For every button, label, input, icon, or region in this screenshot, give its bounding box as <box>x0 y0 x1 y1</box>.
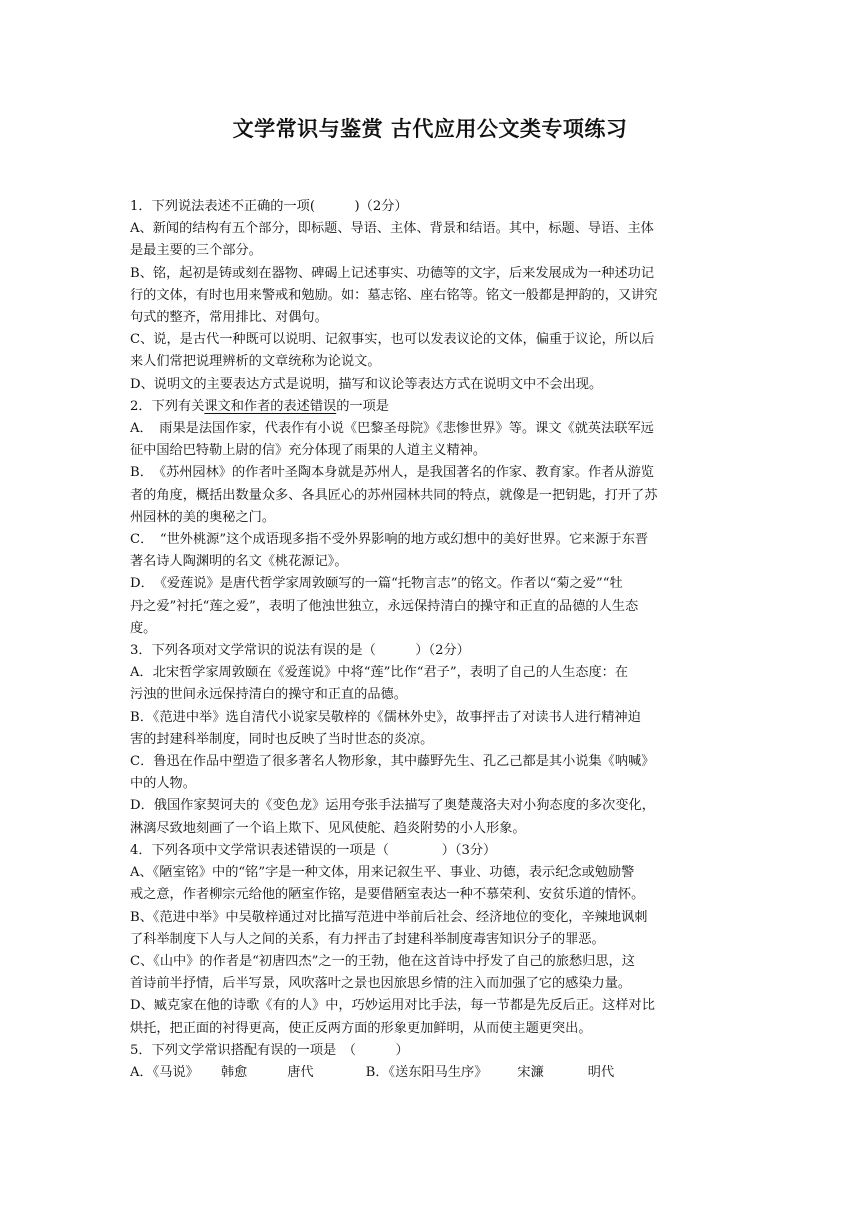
q4-option-d-line1: D、臧克家在他的诗歌《有的人》中，巧妙运用对比手法，每一节都是先反后正。这样对比 <box>130 998 655 1014</box>
q2-option-c-line2: 著名诗人陶渊明的名文《桃花源记》。 <box>130 554 348 570</box>
q2-option-c-line1: C． “世外桃源”这个成语现多指不受外界影响的地方或幻想中的美好世界。它来源于东晋 <box>130 532 649 548</box>
q4-stem: 4．下列各项中文学常识表述错误的一项是（ ）（3分） <box>130 842 497 858</box>
q2-option-b-line1: B． 《苏州园林》的作者叶圣陶本身就是苏州人，是我国著名的作家、教育家。作者从游览 <box>130 465 654 481</box>
q5-option-a-author: 韩愈 <box>220 1064 248 1080</box>
q3-option-a-line2: 污浊的世间永远保持清白的操守和正直的品德。 <box>130 687 407 703</box>
q2-option-a-line1: A． 雨果是法国作家，代表作有小说《巴黎圣母院》《悲惨世界》等。课文《就英法联军远 <box>130 421 654 437</box>
q2-stem <box>130 396 732 418</box>
q1-option-a-line2: 是最主要的三个部分。 <box>130 243 262 259</box>
q5-option-a-title: A．《马说》 <box>130 1064 199 1080</box>
q2-option-d-line2: 丹之爱”衬托“莲之爱”，表明了他浊世独立，永远保持清白的操守和正直的品德的人生态 <box>130 598 639 614</box>
document-body <box>130 196 732 1084</box>
q3-option-b-line1: B．《范进中举》选自清代小说家吴敬梓的《儒林外史》，故事抨击了对读书人进行精神迫 <box>130 709 641 725</box>
q2-stem-underlined: 课文和作者的表述错误 <box>204 398 337 414</box>
q1-option-b-line2: 行的文体，有时也用来警戒和勉励。如：墓志铭、座右铭等。铭文一般都是押韵的，又讲究 <box>130 287 658 303</box>
q5-option-b-title: B．《送东阳马生序》 <box>365 1064 488 1080</box>
q2-option-d-line1: D． 《爱莲说》是唐代哲学家周敦颐写的一篇“托物言志”的铭文。作者以“菊之爱”“牡 <box>130 576 623 592</box>
q1-option-b-line3: 句式的整齐，常用排比、对偶句。 <box>130 310 328 326</box>
q2-option-a-line2: 征中国给巴特勒上尉的信》充分体现了雨果的人道主义精神。 <box>130 443 487 459</box>
q3-stem: 3．下列各项对文学常识的说法有误的是（ ）（2分） <box>130 643 470 659</box>
q4-option-c-line1: C、《山中》的作者是“初唐四杰”之一的王勃，他在这首诗中抒发了自己的旅愁归思，这 <box>130 953 635 969</box>
q2-option-b-line3: 州园林的美的奥秘之门。 <box>130 509 276 525</box>
q2-stem-suffix: 的一项是 <box>336 398 389 414</box>
q2-stem-prefix: 2．下列有关 <box>130 398 205 414</box>
q3-option-b-line2: 害的封建科举制度，同时也反映了当时世态的炎凉。 <box>130 731 434 747</box>
q5-options-line1 <box>130 1062 732 1084</box>
q1-option-b-line1: B、铭，起初是铸或刻在器物、碑碣上记述事实、功德等的文字，后来发展成为一种述功记 <box>130 265 654 281</box>
q3-option-d-line1: D．俄国作家契诃夫的《变色龙》运用夸张手法描写了奥楚蔑洛夫对小狗态度的多次变化， <box>130 798 655 814</box>
q3-option-c-line2: 中的人物。 <box>130 776 196 792</box>
q4-option-b-line2: 了科举制度下人与人之间的关系，有力抨击了封建科举制度毒害知识分子的罪恶。 <box>130 931 605 947</box>
q3-option-d-line2: 淋漓尽致地刻画了一个谄上欺下、见风使舵、趋炎附势的小人形象。 <box>130 820 526 836</box>
q3-option-a-line1: A．北宋哲学家周敦颐在《爱莲说》中将“莲”比作“君子”，表明了自己的人生态度：在 <box>130 665 629 681</box>
q3-option-c-line1: C．鲁迅在作品中塑造了很多著名人物形象，其中藤野先生、孔乙己都是其小说集《呐喊》 <box>130 754 655 770</box>
q2-option-b-line2: 者的角度，概括出数量众多、各具匠心的苏州园林共同的特点，就像是一把钥匙，打开了苏 <box>130 487 658 503</box>
q1-option-a-line1: A、新闻的结构有五个部分，即标题、导语、主体、背景和结语。其中，标题、导语、主体 <box>130 221 654 237</box>
q4-option-a-line2: 戒之意，作者柳宗元给他的陋室作铭，是要借陋室表达一种不慕荣利、安贫乐道的情怀。 <box>130 887 645 903</box>
q2-option-d-line3: 度。 <box>130 620 157 636</box>
q5-stem: 5．下列文学常识搭配有误的一项是 （ ） <box>130 1042 409 1058</box>
q1-option-d-line1: D、说明文的主要表达方式是说明，描写和议论等表达方式在说明文中不会出现。 <box>130 376 603 392</box>
q4-option-c-line2: 首诗前半抒情，后半写景，风吹落叶之景也因旅思乡情的注入而加强了它的感染力量。 <box>130 976 632 992</box>
q5-option-b-dynasty: 明代 <box>587 1064 615 1080</box>
q4-option-b-line1: B、《范进中举》中吴敬梓通过对比描写范进中举前后社会、经济地位的变化，辛辣地讽刺 <box>130 909 648 925</box>
q4-option-d-line2: 烘托，把正面的衬得更高，使正反两方面的形象更加鲜明，从而使主题更突出。 <box>130 1020 592 1036</box>
q1-option-c-line2: 来人们常把说理辨析的文章统称为论说文。 <box>130 354 381 370</box>
q5-option-b-author: 宋濂 <box>517 1064 544 1080</box>
q1-option-c-line1: C、说，是古代一种既可以说明、记叙事实，也可以发表议论的文体，偏重于议论，所以后 <box>130 332 655 348</box>
document-title: 文学常识与鉴赏 古代应用公文类专项练习 <box>232 117 628 141</box>
q4-option-a-line1: A、《陋室铭》中的“铭”字是一种文体，用来记叙生平、事业、功德，表示纪念或勉励警 <box>130 865 635 881</box>
q1-stem: 1．下列说法表述不正确的一项( )（2分） <box>130 199 408 214</box>
q5-option-a-dynasty: 唐代 <box>287 1064 314 1080</box>
